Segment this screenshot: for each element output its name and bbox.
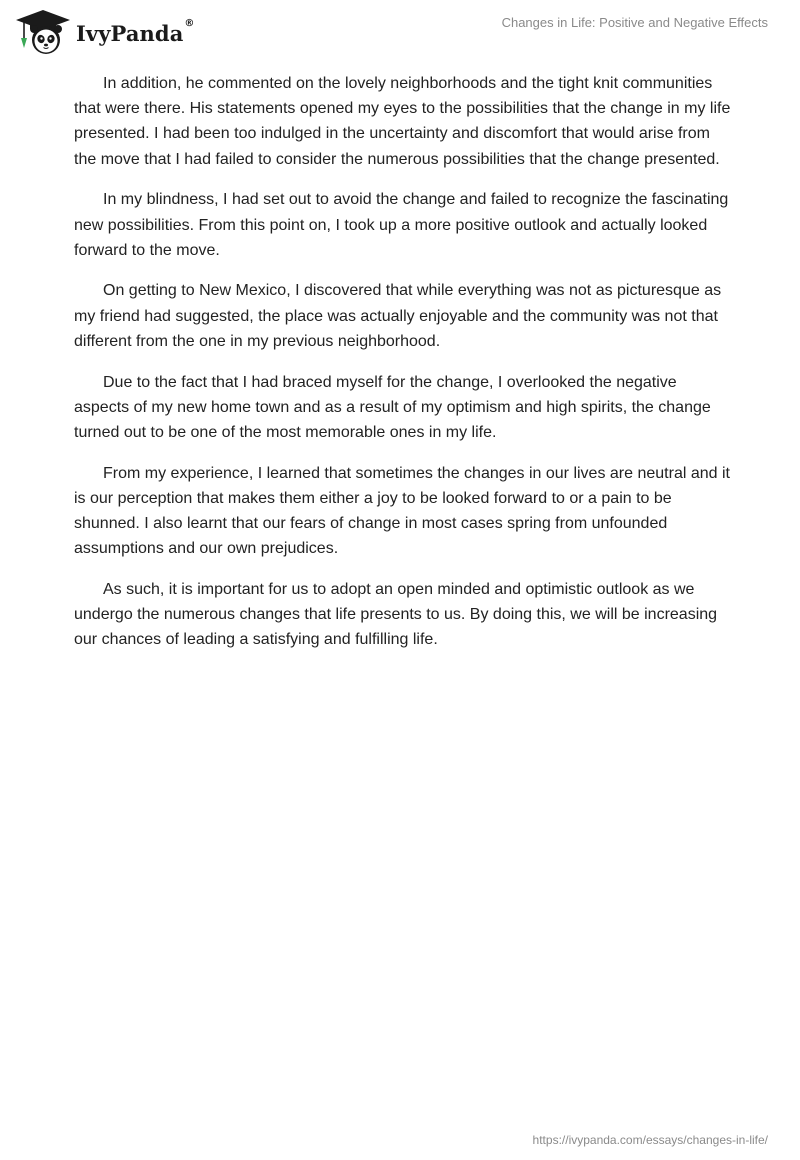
paragraph: From my experience, I learned that sometimes the changes in our lives are neutral and it is our perception that makes them either a joy to be looked forward to or a pain to be shunned. I also learnt that our fears of change in most cases spring from unfounded assumptions and our own prejudices.: [74, 464, 730, 558]
essay-body: [74, 71, 734, 668]
source-url-link[interactable]: https://ivypanda.com/essays/changes-in-life/: [532, 1133, 768, 1147]
brand-name: IvyPanda®: [76, 17, 195, 46]
registered-mark: ®: [184, 17, 195, 29]
paragraph: In my blindness, I had set out to avoid the change and failed to recognize the fascinating new possibilities. From this point on, I took up a more positive outlook and actually looked forward to the move.: [74, 191, 729, 259]
paragraph: Due to the fact that I had braced myself for the change, I overlooked the negative aspects of my new home town and as a result of my optimism and high spirits, the change turned out to be one of the most memorable ones in my life.: [74, 373, 711, 441]
paragraph: As such, it is important for us to adopt an open minded and optimistic outlook as we undergo the numerous changes that life presents to us. By doing this, we will be increasing our chances of leading a satisfying and fulfilling life.: [74, 580, 718, 649]
paragraph: In addition, he commented on the lovely neighborhoods and the tight knit communities that were there. His statements opened my eyes to the possibilities that the change in my life presented. I had been too indulged in the uncertainty and discomfort that would arise from the move that I had failed to consider the numerous possibilities that the change presented.: [74, 75, 731, 168]
ivypanda-logo[interactable]: [14, 8, 195, 56]
paragraph: On getting to New Mexico, I discovered that while everything was not as picturesque as my friend had suggested, the place was actually enjoyable and the community was not that different from the one in my previous neighborhood.: [74, 282, 722, 350]
panda-graduate-icon: [14, 8, 72, 56]
document-title: Changes in Life: Positive and Negative Effects: [501, 15, 768, 30]
page-header: [0, 0, 800, 60]
